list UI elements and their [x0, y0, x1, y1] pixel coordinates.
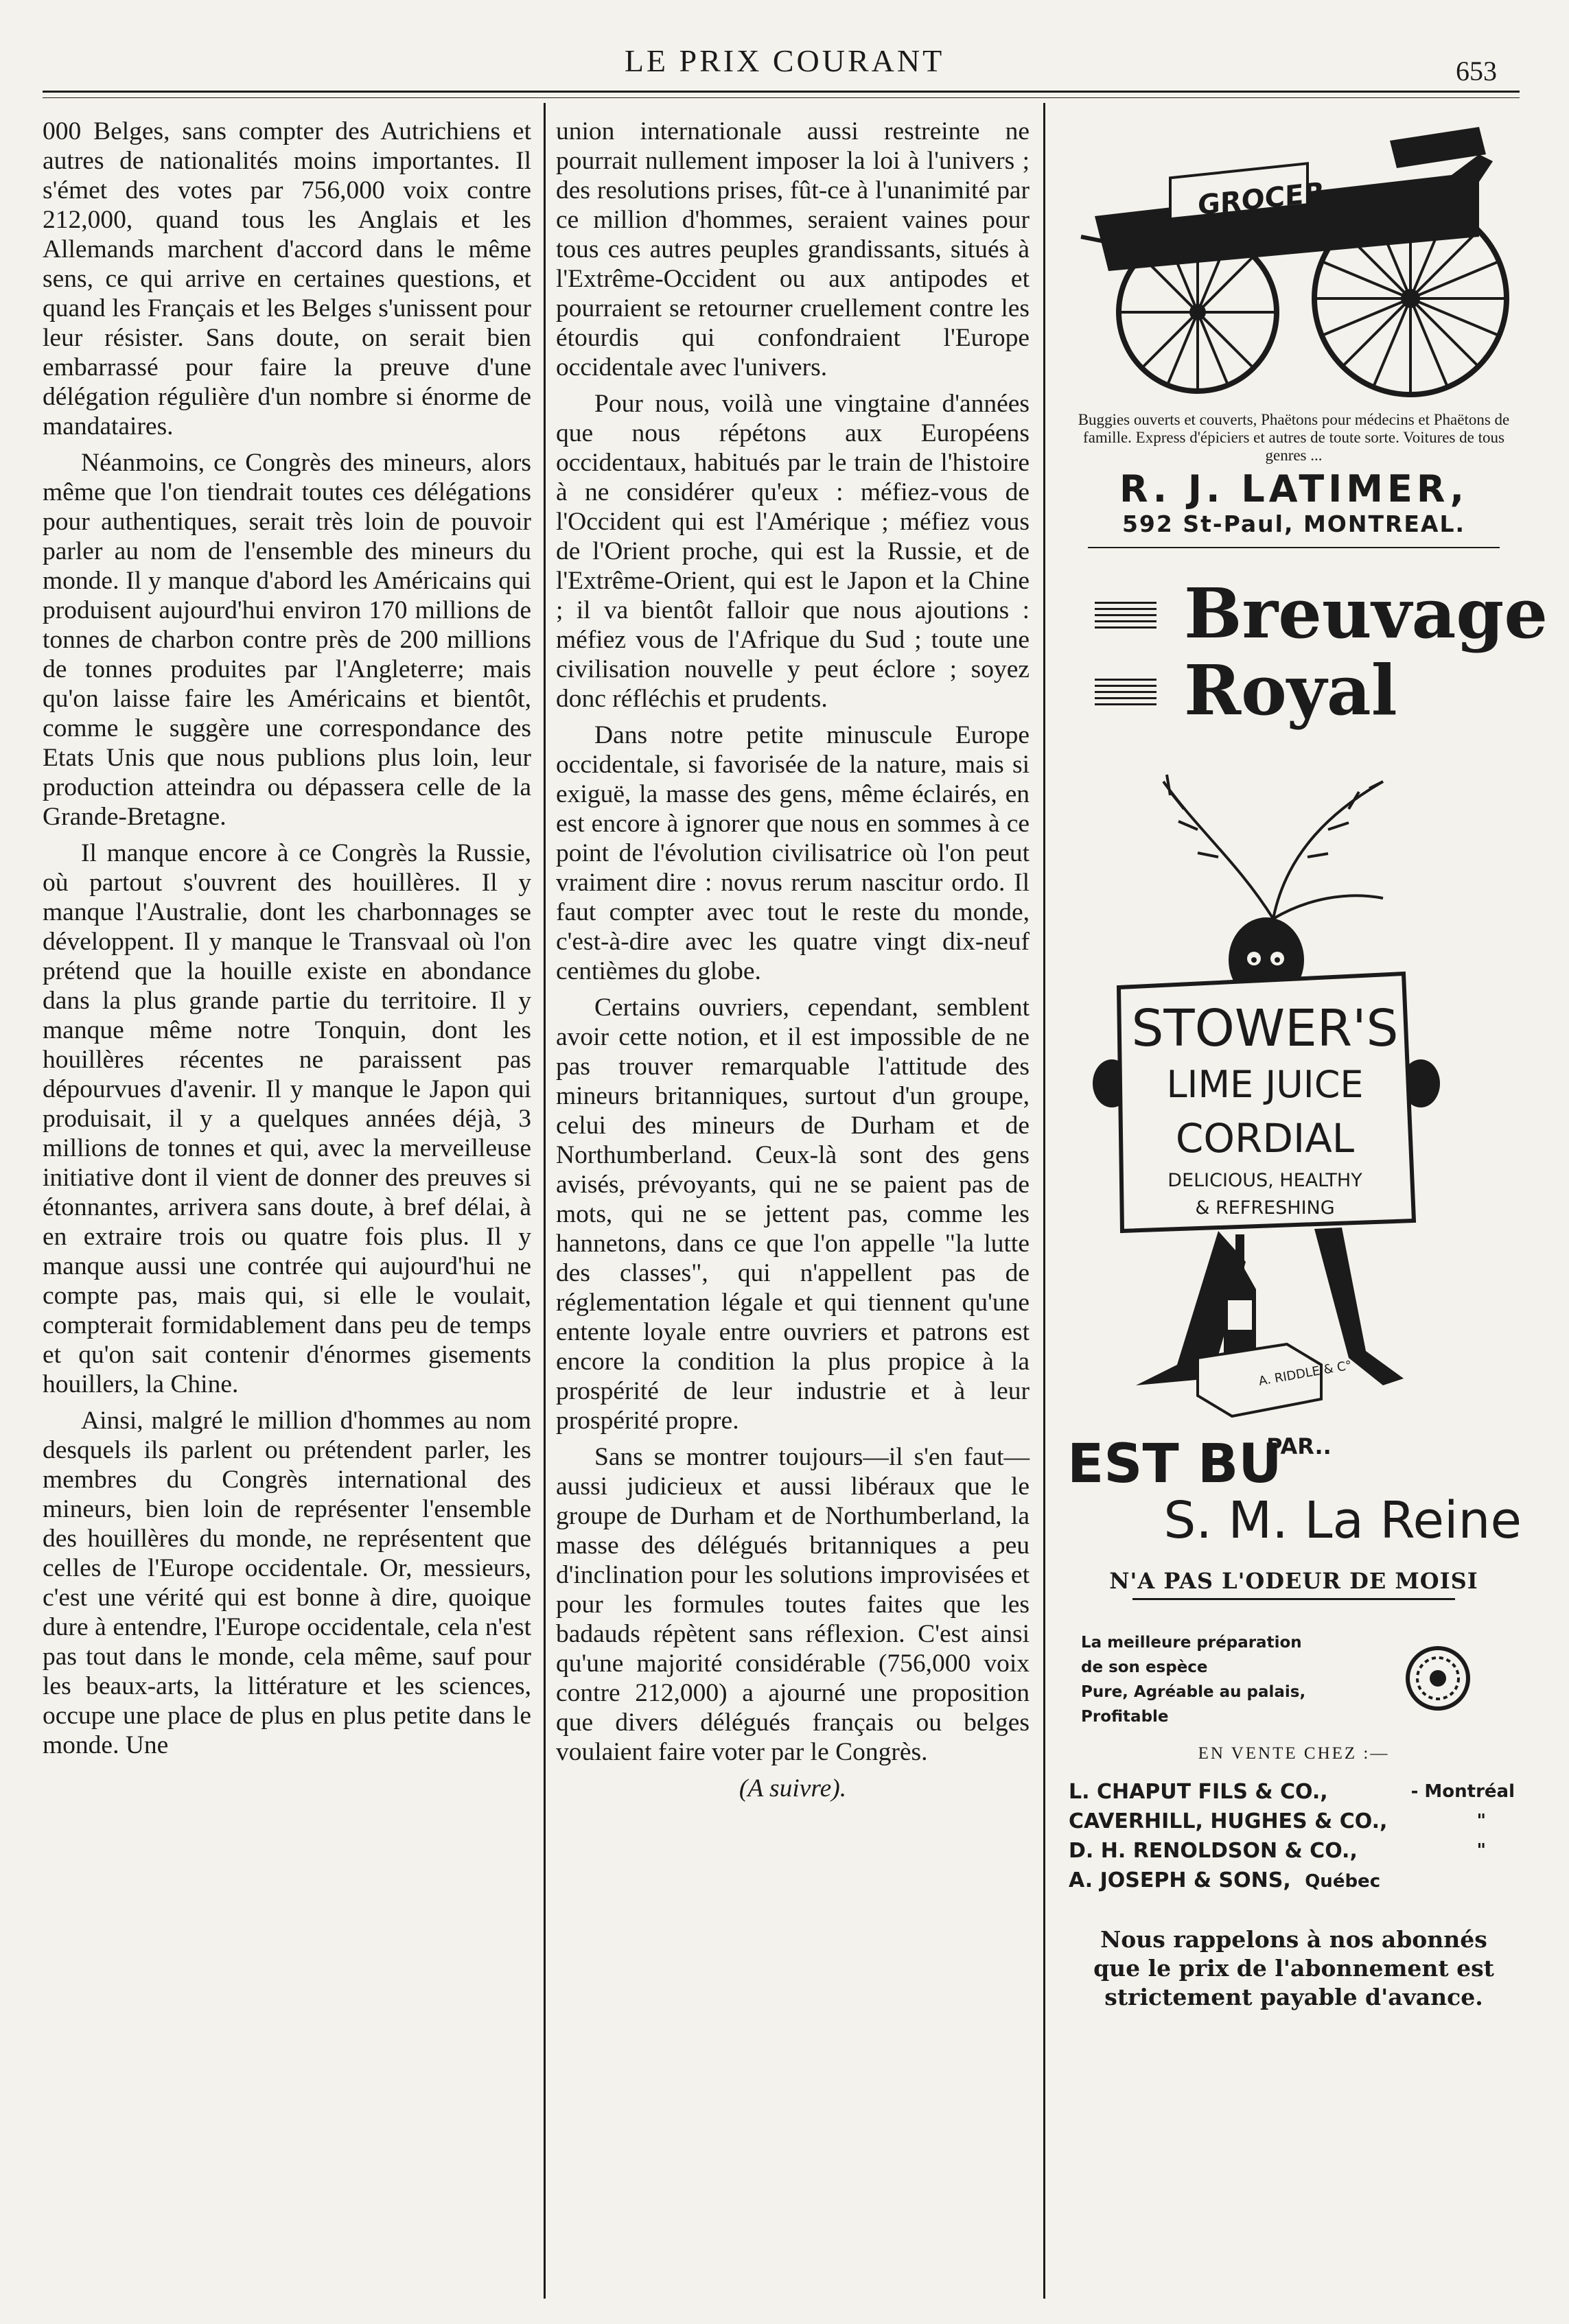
vente-heading: EN VENTE CHEZ :— — [1198, 1744, 1390, 1763]
dealer-name: L. CHAPUT FILS & CO., — [1069, 1780, 1328, 1804]
to-be-continued: (A suivre). — [739, 1774, 847, 1803]
paragraph: 000 Belges, sans compter des Autrichiens et autres de nationalités moins importantes. Il s'émet des votes par 756,000 voix contre 212,000, quand tous les Anglais et les Allemands marchent d'accord dans le même sens, ce qui arrive en certaines questions, et quand les Français et les Belges s'unissent pour leur résister. Sans doute, on serait bien embarrassé pour faire la preuve d'une délégation régulière d'un nombre si énorme de mandataires. — [43, 117, 531, 441]
notice-line: strictement payable d'avance. — [1104, 1984, 1483, 2010]
breuvage-royal-heading — [1060, 573, 1548, 740]
page-header-title: LE PRIX COURANT — [624, 43, 945, 78]
paragraph: Dans notre petite minuscule Europe occidentale, si favorisée de la nature, mais si exiguë, la masse des gens, même éclairés, en est encore à ignorer que nous en sommes à ce point de l'évolution civilisatrice où l'on peut vraiment dire : novus rerum nascitur ordo. Il faut compter avec tout le reste du monde, c'est-à-dire avec les quatre vingt dix-neuf centièmes du globe. — [556, 721, 1030, 985]
dealer-city: " — [1476, 1811, 1486, 1831]
wagon-illustration — [1067, 113, 1520, 401]
dealer-city: - Montréal — [1410, 1781, 1515, 1802]
par-text: PAR.. — [1266, 1433, 1332, 1459]
moisi-underline — [1132, 1598, 1455, 1600]
est-bu-line — [1067, 1433, 1527, 1495]
front-wheel — [1119, 233, 1277, 391]
dealer-name: A. JOSEPH & SONS, — [1069, 1868, 1291, 1892]
quality-line: de son espèce — [1081, 1658, 1208, 1676]
dealer-row — [1069, 1807, 1527, 1836]
dealer-name: D. H. RENOLDSON & CO., — [1069, 1839, 1358, 1863]
sign-line-5: & REFRESHING — [1195, 1197, 1335, 1219]
header-rule-thin — [43, 97, 1520, 98]
latimer-advertisement — [1060, 113, 1527, 548]
column-divider — [1043, 103, 1045, 2299]
notice-line: que le prix de l'abonnement est — [1093, 1955, 1494, 1982]
quality-line: Pure, Agréable au palais, — [1081, 1683, 1306, 1701]
paragraph: union internationale aussi restreinte ne pourrait nullement imposer la loi à l'univers ; des resolutions prises, fût-ce à l'unanimité par ce million d'hommes, seraient vaines pour tous ces autres peuples grandissants, situés à l'Extrême-Occident ou aux antipodes et pourraient se retourner cruellement contre les étourdis qui confondraient l'Europe occidentale avec l'univers. — [556, 117, 1030, 382]
sign-line-4: DELICIOUS, HEALTHY — [1167, 1170, 1362, 1191]
advertisement-column — [1060, 113, 1548, 2012]
stower-illustration — [1060, 740, 1527, 1427]
wagon-sign-text: GROCER — [1198, 176, 1325, 222]
dealer-row — [1069, 1866, 1527, 1895]
quality-line: La meilleure préparation — [1081, 1634, 1302, 1652]
est-bu-text: EST BU — [1067, 1433, 1282, 1495]
latimer-name: R. J. LATIMER, — [1119, 467, 1468, 510]
breuvage-word: Breuvage — [1184, 573, 1548, 654]
rear-wheel — [1314, 202, 1507, 395]
royal-word: Royal — [1184, 650, 1397, 731]
crate-label: A. RIDDLE & C° — [1257, 1358, 1353, 1389]
paragraph: Il manque encore à ce Congrès la Russie, où partout s'ouvrent des houillères. Il y manque l'Australie, dont les charbonnages se développent. Il y manque le Transvaal où l'on prétend que la houille existe en abondance dans la plus grande partie du territoire. Il y manque même notre Tonquin, dont les houillères récentes ne paraissent pas dépourvues d'avenir. Il y manque le Japon qui produisait, il y a quelques années déjà, 3 millions de tonnes et qui, avec la merveilleuse initiative dont il vient de donner des preuves si étonnantes, arrivera sans doute, à bref délai, à en extraire trois ou quatre fois plus. Il y manque aussi une contrée qui aujourd'hui ne compte pas, mais qui, si elle le voulait, compterait formidablement dans peu de temps et qu'on sait contenir d'énormes gisements houillers, la Chine. — [43, 839, 531, 1398]
decorative-stripes — [1095, 602, 1157, 632]
dealers-list — [1069, 1777, 1527, 1895]
quality-block — [1081, 1630, 1527, 1733]
article-column-2 — [556, 117, 1030, 1810]
seal-icon — [1404, 1644, 1472, 1713]
paragraph: Sans se montrer toujours—il s'en faut—aussi judicieux et aussi libéraux que le groupe de Durham et de Northumberland, la masse des délégués britanniques a peu d'inclination pour les solutions improvisées et pour les formules toutes faites que les badauds répètent sans réflexion. C'est ainsi qu'une majorité considérable (756,000 voix contre 212,000) a ajourné une proposition que divers délégués français ou belges voulaient faire voter par le Congrès. — [556, 1443, 1030, 1766]
latimer-address: 592 St-Paul, MONTREAL. — [1121, 510, 1466, 537]
column-divider — [544, 103, 546, 2299]
header-rule — [43, 91, 1520, 93]
ad-divider — [1088, 547, 1500, 548]
stower-advertisement — [1060, 573, 1548, 1895]
paragraph: Certains ouvriers, cependant, semblent avoir cette notion, et il est impossible de ne pas trouver remarquable l'attitude des mineurs britanniques, surtout d'un groupe, celui des mineurs de Durham et de Northumberland. Ceux-là sont des gens avisés, prévoyants, qui ne se paient pas de mots, qui ne se jettent pas, comme les hannetons, dans ce que l'on appelle "la lutte des classes", qui n'appellent pas de réglementation légale et qui tiennent qu'une entente loyale entre ouvriers et patrons est encore la condition la plus propice à la prospérité de leur industrie et à leur prospérité propre. — [556, 994, 1030, 1435]
dealer-city: Québec — [1305, 1871, 1381, 1892]
dealer-name: CAVERHILL, HUGHES & CO., — [1069, 1809, 1388, 1833]
subscription-notice — [1060, 1925, 1527, 2012]
moisi-text: N'A PAS L'ODEUR DE MOISI — [1109, 1568, 1478, 1594]
paragraph: Néanmoins, ce Congrès des mineurs, alors même que l'on tiendrait toutes ces délégations pour authentiques, serait très loin de pouvoir parler au nom de l'ensemble des mineurs du monde. Il y manque d'abord les Américains qui produisent aujourd'hui environ 170 millions de tonnes de charbon contre près de 200 millions de tonnes produites par l'Angleterre; mais qu'on laisse faire les Américains et bientôt, comme le suggère une correspondance des Etats Unis que nous publions plus loin, leur production atteindra ou dépassera celle de la Grande-Bretagne. — [43, 449, 531, 831]
sign-line-1: STOWER'S — [1131, 999, 1399, 1058]
page-number: 653 — [1456, 56, 1497, 86]
sign-line-3: CORDIAL — [1175, 1115, 1355, 1162]
paragraph: Pour nous, voilà une vingtaine d'années que nous répétons aux Européens occidentaux, habitués par le train de l'histoire à ne considérer qu'eux : méfiez-vous de l'Occident qui est l'Amérique ; méfiez vous de l'Orient proche, qui est la Russie, et de l'Extrême-Orient, qui est le Japon et la Chine ; il va bientôt falloir que nous ajoutions : méfiez vous de l'Afrique du Sud ; toute une civilisation nouvelle y peut éclore ; soyez donc réfléchis et prudents. — [556, 390, 1030, 713]
dealer-row — [1069, 1777, 1527, 1807]
dealer-row — [1069, 1836, 1527, 1866]
latimer-caption: Buggies ouverts et couverts, Phaëtons pour médecins et Phaëtons de famille. Express d'épiciers et autres de toute sorte. Voitures de tous genres ... — [1078, 411, 1510, 464]
reine-text: S. M. La Reine — [1163, 1491, 1522, 1550]
paragraph: Ainsi, malgré le million d'hommes au nom desquels ils parlent ou prétendent parler, les membres du Congrès international des mineurs, bien loin de représenter l'ensemble des houillères du monde, ne représentent que celles de l'Europe occidentale. Or, messieurs, c'est une vérité qui est bonne à dire, quoique dure à entendre, l'Europe occidentale, cela n'est pas tout dans le monde, cela même, sauf pour les beaux-arts, la littérature et les sciences, occupe une place de plus en plus petite dans le monde. Une — [43, 1407, 531, 1759]
notice-line: Nous rappelons à nos abonnés — [1100, 1926, 1487, 1953]
dealer-city: " — [1476, 1840, 1486, 1861]
sign-line-2: LIME JUICE — [1166, 1063, 1364, 1106]
article-column-1 — [43, 117, 531, 1767]
decorative-stripes — [1095, 679, 1157, 709]
quality-line: Profitable — [1081, 1708, 1169, 1726]
